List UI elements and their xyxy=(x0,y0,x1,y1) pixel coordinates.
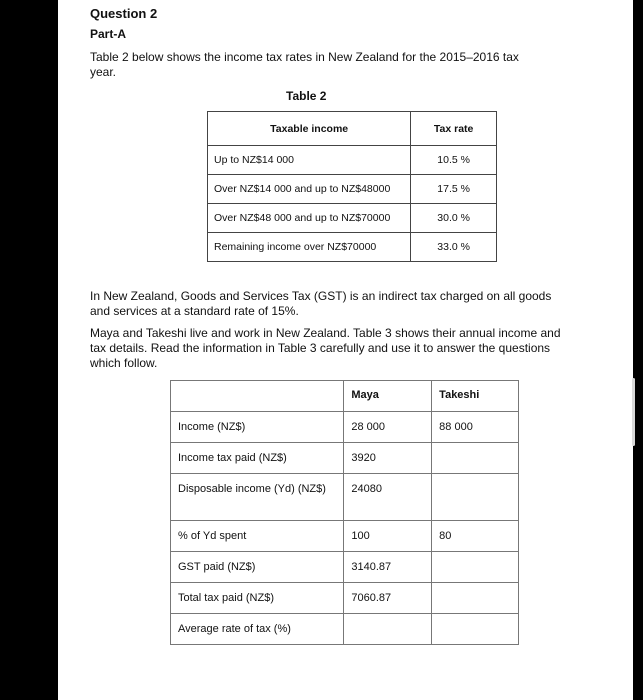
question-title: Question 2 xyxy=(90,6,158,21)
table-row xyxy=(208,175,497,204)
row-label: Income (NZ$) xyxy=(171,412,344,443)
takeshi-value xyxy=(432,474,519,521)
maya-value: 7060.87 xyxy=(344,583,432,614)
table-row xyxy=(171,552,519,583)
gst-paragraph: In New Zealand, Goods and Services Tax (GST) is an indirect tax charged on all goods and services at a standard rate of 15%. xyxy=(90,289,552,318)
takeshi-value: 88 000 xyxy=(432,412,519,443)
column-header-tax-rate: Tax rate xyxy=(411,112,497,146)
part-title: Part-A xyxy=(90,27,127,41)
income-band: Remaining income over NZ$70000 xyxy=(208,233,411,262)
table-header-row xyxy=(208,112,497,146)
row-label: Average rate of tax (%) xyxy=(171,614,344,645)
maya-value: 100 xyxy=(344,521,432,552)
row-label: GST paid (NZ$) xyxy=(171,552,344,583)
column-header-maya: Maya xyxy=(344,381,432,412)
table-row xyxy=(208,146,497,175)
maya-value xyxy=(344,614,432,645)
maya-value: 3140.87 xyxy=(344,552,432,583)
tax-rates-table xyxy=(207,111,497,262)
vertical-scrollbar[interactable] xyxy=(632,378,635,446)
table3-intro-paragraph: Maya and Takeshi live and work in New Zealand. Table 3 shows their annual income and tax details. Read the information in Table 3 carefully and use it to answer the questions which follow. xyxy=(90,326,561,370)
table-row xyxy=(171,474,519,521)
header-corner xyxy=(171,381,344,412)
tax-rate: 30.0 % xyxy=(411,204,497,233)
takeshi-value xyxy=(432,583,519,614)
income-band: Up to NZ$14 000 xyxy=(208,146,411,175)
maya-value: 24080 xyxy=(344,474,432,521)
table-row xyxy=(171,412,519,443)
column-header-taxable-income: Taxable income xyxy=(208,112,411,146)
takeshi-value xyxy=(432,614,519,645)
table-row xyxy=(171,614,519,645)
takeshi-value xyxy=(432,552,519,583)
takeshi-value xyxy=(432,443,519,474)
table2-caption: Table 2 xyxy=(286,89,327,103)
row-label: Disposable income (Yd) (NZ$) xyxy=(171,474,344,521)
row-label: Total tax paid (NZ$) xyxy=(171,583,344,614)
income-details-table xyxy=(170,380,519,645)
row-label: Income tax paid (NZ$) xyxy=(171,443,344,474)
tax-rate: 33.0 % xyxy=(411,233,497,262)
table-row xyxy=(171,443,519,474)
row-label: % of Yd spent xyxy=(171,521,344,552)
document-page xyxy=(58,0,633,700)
table-row xyxy=(171,521,519,552)
table-row xyxy=(171,583,519,614)
maya-value: 28 000 xyxy=(344,412,432,443)
takeshi-value: 80 xyxy=(432,521,519,552)
table-row xyxy=(208,233,497,262)
column-header-takeshi: Takeshi xyxy=(432,381,519,412)
intro-paragraph: Table 2 below shows the income tax rates in New Zealand for the 2015–2016 tax year. xyxy=(90,50,519,79)
income-band: Over NZ$48 000 and up to NZ$70000 xyxy=(208,204,411,233)
table-header-row xyxy=(171,381,519,412)
maya-value: 3920 xyxy=(344,443,432,474)
tax-rate: 17.5 % xyxy=(411,175,497,204)
income-band: Over NZ$14 000 and up to NZ$48000 xyxy=(208,175,411,204)
tax-rate: 10.5 % xyxy=(411,146,497,175)
table-row xyxy=(208,204,497,233)
